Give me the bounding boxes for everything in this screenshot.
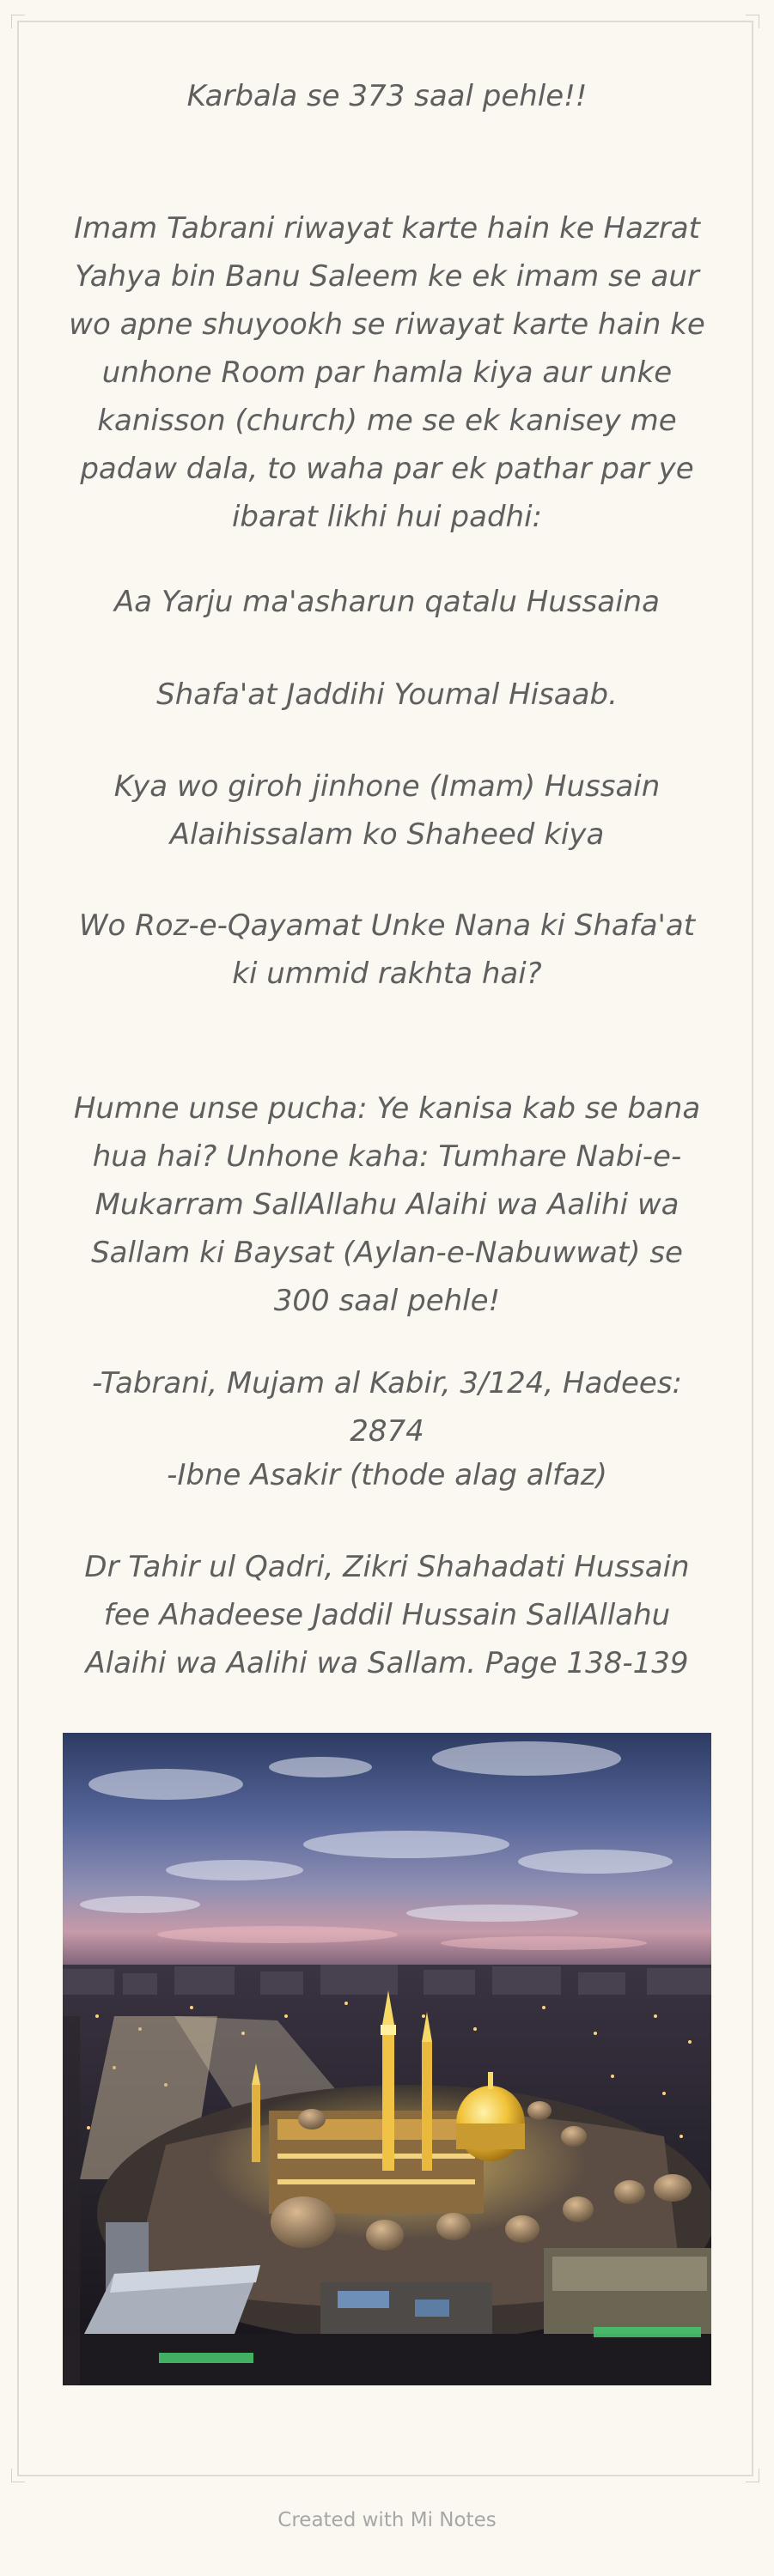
translation-paragraph-2: Wo Roz-e-Qayamat Unke Nana ki Shafa'at ki ummid rakhta hai? <box>78 908 696 991</box>
frame-corner-ornament <box>746 2469 759 2482</box>
reference-tabrani: -Tabrani, Mujam al Kabir, 3/124, Hadees: 2874 <box>91 1366 683 1449</box>
footer-credit: Created with Mi Notes <box>277 2509 497 2531</box>
verse-line-2: Shafa'at Jaddihi Youmal Hisaab. <box>156 677 618 712</box>
note-title: Karbala se 373 saal pehle!! <box>186 79 588 113</box>
question-paragraph: Humne unse pucha: Ye kanisa kab se bana hua hai? Unhone kaha: Tumhare Nabi-e-Mukarram SallAllahu Alaihi wa Aalihi wa Sallam ki Baysat (Aylan-e-Nabuwwat) se 300 saal pehle! <box>73 1091 701 1318</box>
frame-corner-ornament <box>746 15 759 28</box>
translation-paragraph-1: Kya wo giroh jinhone (Imam) Hussain Alaihissalam ko Shaheed kiya <box>113 769 661 852</box>
reference-tahir-ul-qadri: Dr Tahir ul Qadri, Zikri Shahadati Hussain fee Ahadeese Jaddil Hussain SallAllahu Alaihi wa Aalihi wa Sallam. Page 138-139 <box>84 1550 690 1680</box>
reference-ibne-asakir: -Ibne Asakir (thode alag alfaz) <box>167 1458 607 1492</box>
frame-corner-ornament <box>11 2469 25 2482</box>
verse-line-1: Aa Yarju ma'asharun qatalu Hussaina <box>114 585 660 619</box>
frame-corner-ornament <box>11 15 25 28</box>
intro-paragraph: Imam Tabrani riwayat karte hain ke Hazrat Yahya bin Banu Saleem ke ek imam se aur wo apne shuyookh se riwayat karte hain ke unhone Room par hamla kiya aur unke kanisson (church) me se ek kanisey me padaw dala, to waha par ek pathar par ye ibarat likhi hui padhi: <box>69 211 705 534</box>
shrine-photo <box>63 1733 711 2385</box>
